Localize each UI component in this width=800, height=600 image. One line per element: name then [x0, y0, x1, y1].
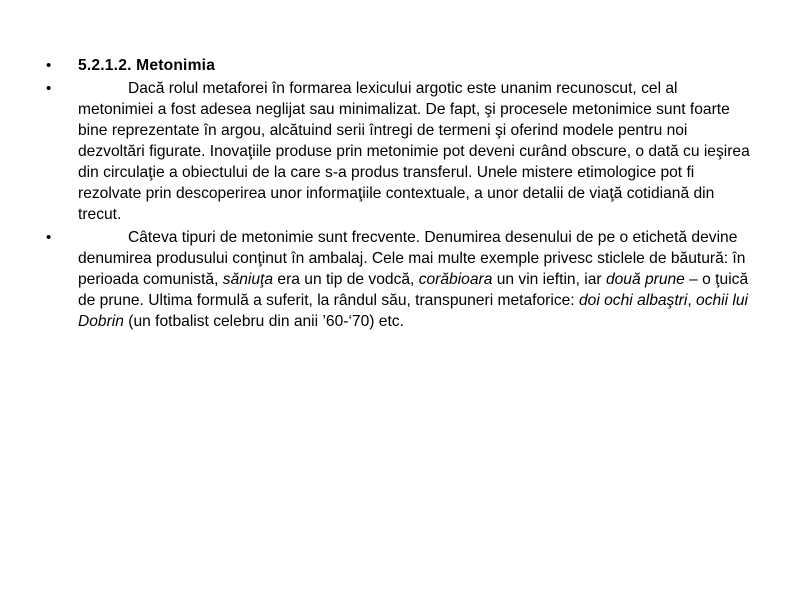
- paragraph-text-part: – o ţuică de prune. Ultima formulă a suferit, la rândul său, transpuneri metaforice:: [78, 271, 749, 309]
- paragraph-text-part: era un tip de vodcă,: [273, 271, 419, 288]
- section-heading: 5.2.1.2. Metonimia: [78, 57, 216, 74]
- bullet-item-heading: [44, 55, 750, 76]
- italic-term: corăbioara: [418, 271, 493, 288]
- italic-term: două prune: [605, 271, 685, 288]
- bullet-item-paragraph-2: [44, 227, 750, 332]
- paragraph-text-part: un vin ieftin, iar: [492, 271, 606, 288]
- bullet-list: [44, 55, 750, 334]
- bullet-item-paragraph-1: [44, 78, 750, 225]
- paragraph-text-part: ,: [687, 292, 697, 309]
- italic-term: ochii lui Dobrin: [78, 292, 749, 330]
- bullet-marker: •: [46, 57, 52, 74]
- italic-term: doi ochi albaştri: [578, 292, 688, 309]
- bullet-marker: •: [46, 80, 52, 97]
- paragraph-text-part: (un fotbalist celebru din anii ’60-‘70) etc.: [123, 313, 404, 330]
- paragraph-text-part: Câteva tipuri de metonimie sunt frecvente. Denumirea desenului de pe o etichetă devine denumirea produsului conţinut în ambalaj. Cele mai multe exemple privesc sticlele de băutură: în perioada comunistă,: [78, 229, 746, 288]
- italic-term: săniuţa: [222, 271, 274, 288]
- paragraph-text: Dacă rolul metaforei în formarea lexicului argotic este unanim recunoscut, cel al metonimiei a fost adesea neglijat sau minimalizat. De fapt, şi procesele metonimice sunt foarte bine reprezentate în argou, alcătuind serii întregi de termeni şi oferind modele pentru noi dezvoltări figurate. Inovaţiile produse prin metonimie pot deveni curând obscure, o dată cu ieşirea din circulaţie a obiectului de la care s-a produs transferul. Unele mistere etimologice pot fi rezolvate prin descoperirea unor informaţiile contextuale, a unor detalii de viaţă cotidiană din trecut.: [78, 80, 750, 223]
- bullet-marker: •: [46, 229, 52, 246]
